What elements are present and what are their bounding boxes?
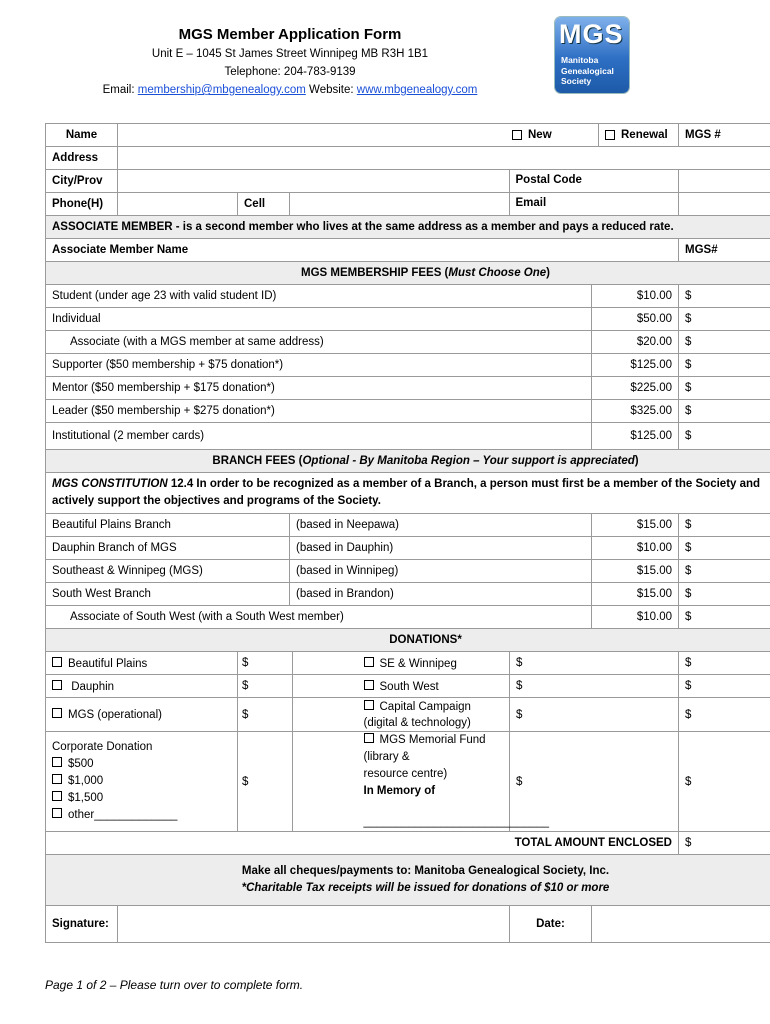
fee-row bbox=[46, 423, 770, 450]
signature-field[interactable] bbox=[118, 906, 510, 943]
donation-option[interactable]: SE & Winnipeg bbox=[290, 652, 510, 675]
branch-entry[interactable]: $ bbox=[679, 583, 770, 606]
member-email-field[interactable] bbox=[679, 193, 770, 216]
branch-row bbox=[46, 606, 770, 629]
fee-entry[interactable]: $ bbox=[679, 354, 770, 377]
branch-location: (based in Brandon) bbox=[290, 583, 592, 606]
donation-option[interactable]: MGS (operational) bbox=[46, 698, 238, 732]
donation-total[interactable]: $ bbox=[679, 675, 770, 698]
checkbox-icon[interactable] bbox=[52, 708, 62, 718]
checkbox-icon[interactable] bbox=[52, 791, 62, 801]
application-form-table bbox=[45, 123, 770, 943]
donation-amount[interactable]: $ bbox=[510, 652, 679, 675]
mgs-number-field[interactable] bbox=[679, 124, 770, 147]
payment-line-1: Make all cheques/payments to: Manitoba Genealogical Society, Inc. bbox=[241, 865, 610, 877]
address-label: Address bbox=[46, 147, 118, 170]
branch-name: Southeast & Winnipeg (MGS) bbox=[46, 560, 290, 583]
city-row bbox=[46, 170, 770, 193]
name-row bbox=[46, 124, 770, 147]
donation-option[interactable]: South West bbox=[290, 675, 510, 698]
new-checkbox[interactable] bbox=[512, 130, 522, 140]
associate-note: ASSOCIATE MEMBER - is a second member who lives at the same address as a member and pays a reduced rate. bbox=[46, 216, 770, 239]
total-entry[interactable]: $ bbox=[679, 832, 770, 855]
fee-price: $225.00 bbox=[592, 377, 679, 400]
donation-row bbox=[46, 675, 770, 698]
fee-entry[interactable]: $ bbox=[679, 308, 770, 331]
donation-amount[interactable]: $ bbox=[510, 675, 679, 698]
fee-price: $50.00 bbox=[592, 308, 679, 331]
in-memory-field[interactable]: _____________________________ bbox=[363, 816, 549, 828]
checkbox-icon[interactable] bbox=[52, 808, 62, 818]
postal-code-field[interactable] bbox=[679, 170, 770, 193]
checkbox-icon[interactable] bbox=[364, 657, 374, 667]
corporate-option-500[interactable]: $500 bbox=[52, 756, 231, 773]
in-memory-label: In Memory of bbox=[363, 785, 436, 797]
branch-name: Associate of South West (with a South West member) bbox=[46, 606, 592, 629]
corporate-donation-label: Corporate Donation bbox=[52, 741, 153, 753]
donation-amount[interactable]: $ bbox=[238, 675, 290, 698]
donation-row bbox=[46, 698, 770, 732]
total-row bbox=[46, 832, 770, 855]
branch-row bbox=[46, 514, 770, 537]
fee-label: Associate (with a MGS member at same address) bbox=[46, 331, 592, 354]
branch-price: $15.00 bbox=[592, 514, 679, 537]
date-field[interactable] bbox=[592, 906, 770, 943]
branch-price: $15.00 bbox=[592, 583, 679, 606]
fee-entry[interactable]: $ bbox=[679, 285, 770, 308]
branch-entry[interactable]: $ bbox=[679, 606, 770, 629]
payment-note bbox=[46, 855, 770, 906]
corporate-donation-row bbox=[46, 732, 770, 832]
phone-field[interactable] bbox=[118, 193, 238, 216]
fee-entry[interactable]: $ bbox=[679, 377, 770, 400]
fee-price: $125.00 bbox=[592, 354, 679, 377]
branch-location: (based in Dauphin) bbox=[290, 537, 592, 560]
city-label: City/Prov bbox=[46, 170, 118, 193]
branch-entry[interactable]: $ bbox=[679, 537, 770, 560]
fee-price: $20.00 bbox=[592, 331, 679, 354]
memorial-fund-line-2: resource centre) bbox=[363, 768, 448, 780]
fee-row bbox=[46, 377, 770, 400]
corporate-option-1000[interactable]: $1,000 bbox=[52, 773, 231, 790]
fee-label: Leader ($50 membership + $275 donation*) bbox=[46, 400, 592, 423]
cell-label: Cell bbox=[238, 193, 290, 216]
postal-code-label: Postal Code bbox=[592, 170, 679, 193]
checkbox-icon[interactable] bbox=[364, 680, 374, 690]
donations-heading: DONATIONS* bbox=[46, 629, 770, 652]
branch-row bbox=[46, 583, 770, 606]
branch-location: (based in Winnipeg) bbox=[290, 560, 592, 583]
donation-option[interactable]: Beautiful Plains bbox=[46, 652, 238, 675]
email-label: Email: bbox=[102, 84, 135, 96]
fee-label: Student (under age 23 with valid student ID) bbox=[46, 285, 592, 308]
checkbox-icon[interactable] bbox=[52, 757, 62, 767]
form-header bbox=[0, 0, 770, 110]
branch-price: $10.00 bbox=[592, 537, 679, 560]
mgs-logo bbox=[555, 17, 629, 93]
fee-entry[interactable]: $ bbox=[679, 331, 770, 354]
donation-amount[interactable]: $ bbox=[238, 698, 290, 732]
associate-mgs-label: MGS# bbox=[685, 244, 718, 256]
constitution-row bbox=[46, 473, 770, 514]
corporate-option-1500[interactable]: $1,500 bbox=[52, 790, 231, 807]
donation-option[interactable]: Capital Campaign (digital & technology) bbox=[290, 698, 510, 732]
constitution-note: MGS CONSTITUTION 12.4 In order to be recognized as a member of a Branch, a person must first be a member of the Society and actively support the objectives and programs of the Society. bbox=[46, 473, 770, 514]
branch-entry[interactable]: $ bbox=[679, 514, 770, 537]
donation-total[interactable]: $ bbox=[679, 698, 770, 732]
fees-heading: MGS MEMBERSHIP FEES (Must Choose One) bbox=[46, 262, 770, 285]
associate-name-label: Associate Member Name bbox=[52, 244, 189, 256]
date-label: Date: bbox=[510, 906, 592, 943]
fee-row bbox=[46, 354, 770, 377]
mgs-number-label: MGS # bbox=[685, 129, 721, 141]
branch-row bbox=[46, 560, 770, 583]
associate-mgs-field[interactable] bbox=[679, 239, 770, 262]
branch-heading: BRANCH FEES (Optional - By Manitoba Region – Your support is appreciated) bbox=[46, 450, 770, 473]
branch-price: $10.00 bbox=[592, 606, 679, 629]
associate-name-row bbox=[46, 239, 770, 262]
donation-row bbox=[46, 652, 770, 675]
renewal-checkbox-cell[interactable] bbox=[528, 124, 679, 147]
address-row bbox=[46, 147, 770, 170]
website-label: Website: bbox=[309, 84, 354, 96]
email-link[interactable]: membership@mbgenealogy.com bbox=[137, 84, 306, 96]
fee-price: $10.00 bbox=[592, 285, 679, 308]
memorial-amount[interactable]: $ bbox=[510, 732, 679, 832]
logo-text bbox=[561, 55, 614, 87]
city-field[interactable] bbox=[118, 170, 510, 193]
contact-line bbox=[0, 84, 580, 96]
fee-entry[interactable]: $ bbox=[679, 423, 770, 450]
corporate-donation bbox=[46, 732, 238, 832]
donation-option[interactable]: Dauphin bbox=[46, 675, 238, 698]
checkbox-icon[interactable] bbox=[364, 700, 374, 710]
branch-name: South West Branch bbox=[46, 583, 290, 606]
corporate-amount[interactable]: $ bbox=[238, 732, 290, 832]
donation-amount[interactable]: $ bbox=[510, 698, 679, 732]
address-line: Unit E – 1045 St James Street Winnipeg MB R3H 1B1 bbox=[151, 48, 429, 60]
signature-label: Signature: bbox=[46, 906, 118, 943]
address-field[interactable] bbox=[118, 147, 770, 170]
total-label: TOTAL AMOUNT ENCLOSED bbox=[46, 832, 679, 855]
donations-heading-row bbox=[46, 629, 770, 652]
checkbox-icon[interactable] bbox=[364, 733, 374, 743]
logo-line-3: Society bbox=[561, 76, 592, 86]
memorial-total[interactable]: $ bbox=[679, 732, 770, 832]
telephone-line: Telephone: 204-783-9139 bbox=[224, 66, 356, 78]
fees-heading-row bbox=[46, 262, 770, 285]
branch-name: Dauphin Branch of MGS bbox=[46, 537, 290, 560]
fee-price: $325.00 bbox=[592, 400, 679, 423]
website-link[interactable]: www.mbgenealogy.com bbox=[356, 84, 478, 96]
signature-row bbox=[46, 906, 770, 943]
branch-name: Beautiful Plains Branch bbox=[46, 514, 290, 537]
donation-amount[interactable]: $ bbox=[238, 652, 290, 675]
logo-abbr: MGS bbox=[559, 19, 624, 49]
fee-price: $125.00 bbox=[592, 423, 679, 450]
logo-line-1: Manitoba bbox=[561, 55, 599, 65]
member-email-label: Email bbox=[592, 193, 679, 216]
associate-name-field[interactable] bbox=[46, 239, 679, 262]
new-label: New bbox=[528, 129, 552, 141]
phone-row bbox=[46, 193, 770, 216]
branch-row bbox=[46, 537, 770, 560]
branch-location: (based in Neepawa) bbox=[290, 514, 592, 537]
branch-entry[interactable]: $ bbox=[679, 560, 770, 583]
fee-label: Individual bbox=[46, 308, 592, 331]
cell-field[interactable] bbox=[290, 193, 510, 216]
phone-label: Phone(H) bbox=[46, 193, 118, 216]
fee-row bbox=[46, 285, 770, 308]
name-label: Name bbox=[46, 124, 118, 147]
payment-row bbox=[46, 855, 770, 906]
renewal-checkbox[interactable] bbox=[605, 130, 615, 140]
branch-heading-row bbox=[46, 450, 770, 473]
corporate-option-other[interactable]: other_____________ bbox=[52, 807, 231, 824]
form-title: MGS Member Application Form bbox=[178, 26, 402, 43]
donation-total[interactable]: $ bbox=[679, 652, 770, 675]
logo-line-2: Genealogical bbox=[561, 65, 614, 76]
fee-row bbox=[46, 308, 770, 331]
memorial-fund[interactable]: MGS Memorial Fund (library & resource centre) In Memory of _____________________________ bbox=[290, 732, 510, 832]
page-footer: Page 1 of 2 – Please turn over to complete form. bbox=[45, 978, 304, 992]
fee-row bbox=[46, 400, 770, 423]
fee-label: Institutional (2 member cards) bbox=[46, 423, 592, 450]
fee-entry[interactable]: $ bbox=[679, 400, 770, 423]
fee-row bbox=[46, 331, 770, 354]
fee-label: Mentor ($50 membership + $175 donation*) bbox=[46, 377, 592, 400]
checkbox-icon[interactable] bbox=[52, 657, 62, 667]
checkbox-icon[interactable] bbox=[52, 680, 62, 690]
checkbox-icon[interactable] bbox=[52, 774, 62, 784]
branch-price: $15.00 bbox=[592, 560, 679, 583]
payment-line-2: *Charitable Tax receipts will be issued for donations of $10 or more bbox=[241, 882, 610, 894]
renewal-label: Renewal bbox=[621, 129, 668, 141]
associate-note-row bbox=[46, 216, 770, 239]
fee-label: Supporter ($50 membership + $75 donation*) bbox=[46, 354, 592, 377]
